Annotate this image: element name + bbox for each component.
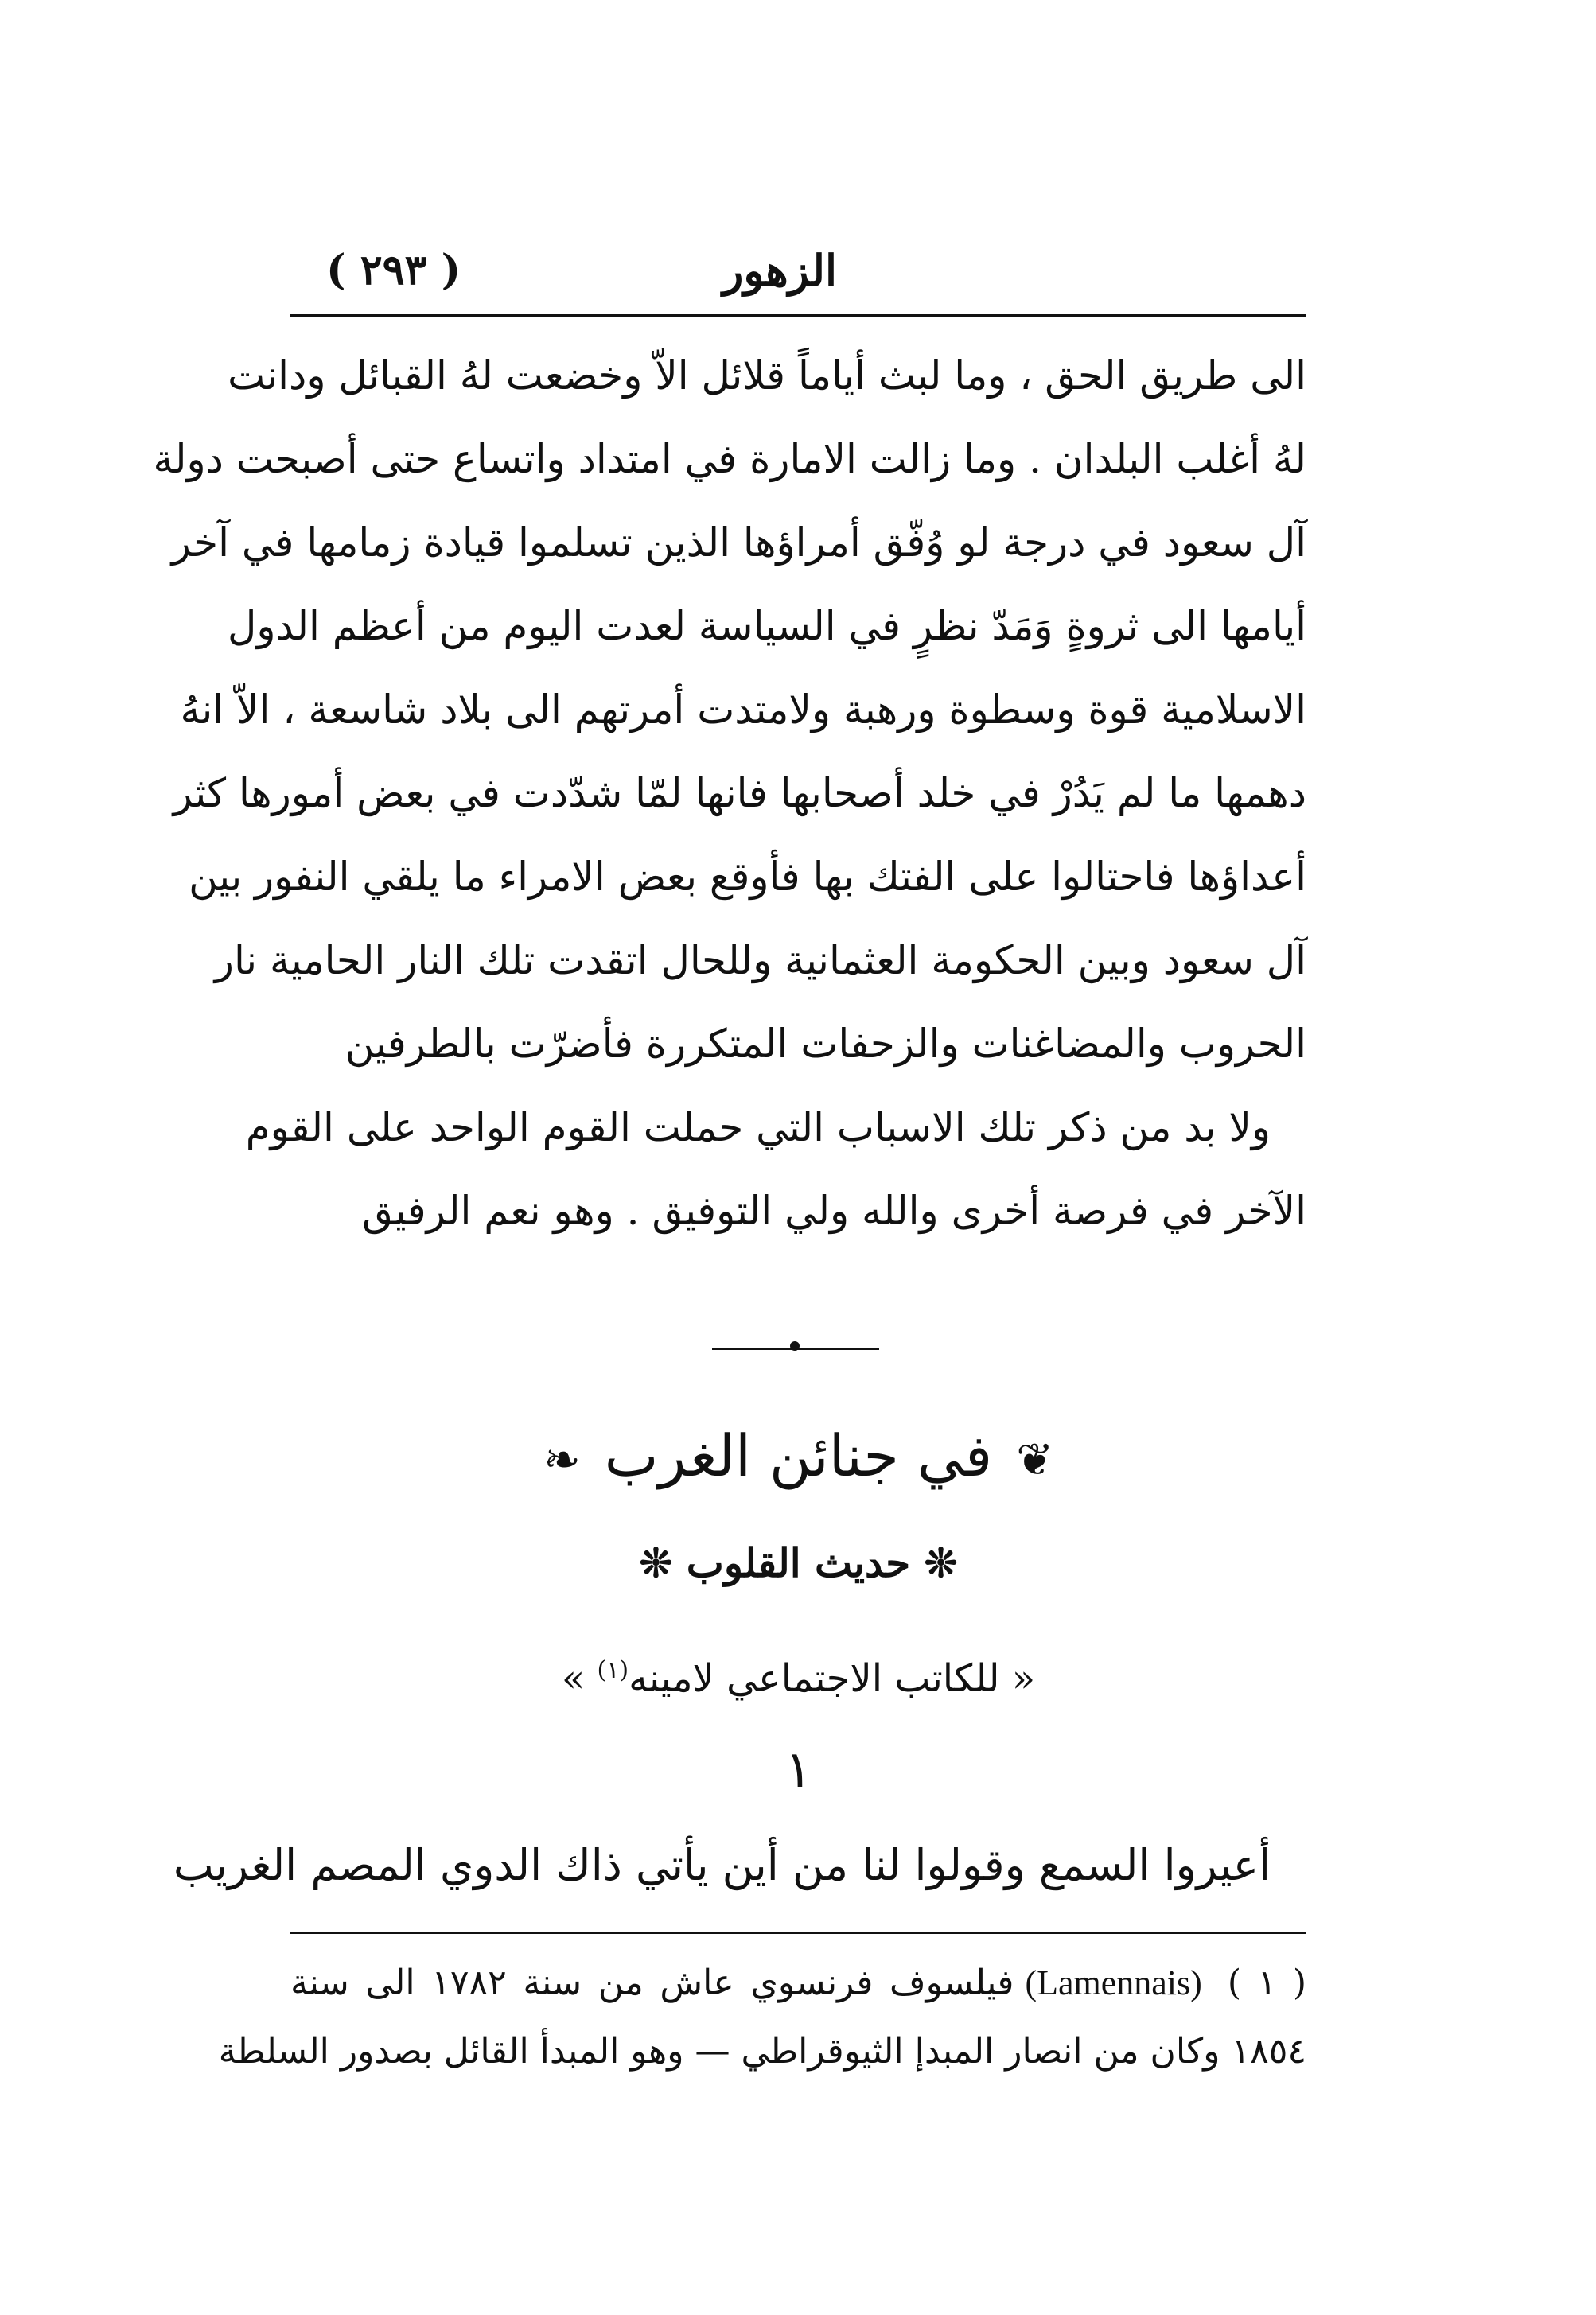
footnote-line (290, 1949, 1306, 2017)
ornament-icon: ❧ (543, 1434, 581, 1486)
header-rule (290, 314, 1306, 317)
footnote (218, 1949, 1307, 2086)
page-header (290, 239, 1306, 302)
text-line: الآخر في فرصة أخرى والله ولي التوفيق . وهو نعم الرفيق (361, 1188, 1306, 1234)
section-title-text: في جنائن الغرب (604, 1422, 993, 1489)
text-line: الاسلامية قوة وسطوة ورهبة ولامتدت أمرتهم الى بلاد شاسعة ، الاّ انهُ (180, 687, 1306, 733)
running-title: الزهور (722, 245, 837, 296)
footnote-line: ١٨٥٤ وكان من انصار المبدإ الثيوقراطي — وهو المبدأ القائل بصدور السلطة (218, 2031, 1306, 2072)
bracket-icon: ❊ (910, 1539, 958, 1586)
bracket-icon: ❊ (639, 1539, 687, 1586)
section-subtitle (290, 1531, 1306, 1595)
footnote-mark: ( ١ ) (1227, 1963, 1307, 2003)
text-line: الحروب والمضاغنات والزحفات المتكررة فأضرّت بالطرفين (345, 1021, 1306, 1067)
text-line: الى طريق الحق ، وما لبث أياماً قلائل الاّ وخضعت لهُ القبائل ودانت (228, 352, 1306, 399)
byline-close: » (561, 1656, 598, 1701)
stanza-number: ١ (784, 1741, 812, 1799)
subtitle-text: حديث القلوب (686, 1539, 911, 1586)
text-line: آل سعود وبين الحكومة العثمانية وللحال اتقدت تلك النار الحامية نار (214, 937, 1306, 983)
ornament-icon: ❦ (1016, 1434, 1054, 1486)
text-line: آل سعود في درجة لو وُفّق أمراؤها الذين تسلموا قيادة زمامها في آخر (171, 519, 1306, 566)
body-text (153, 334, 1306, 1253)
text-line: دهمها ما لم يَدُرْ في خلد أصحابها فانها لمّا شدّدت في بعض أمورها كثر (173, 770, 1306, 816)
footnote-ref: (١) (597, 1656, 629, 1684)
footnote-text: فيلسوف فرنسوي عاش من سنة ١٧٨٢ الى سنة (290, 1963, 1014, 2003)
byline-text: « للكاتب الاجتماعي لامينه (629, 1656, 1036, 1701)
byline (290, 1639, 1306, 1710)
text-line: أيامها الى ثروةٍ وَمَدّ نظرٍ في السياسة لعدت اليوم من أعظم الدول (228, 603, 1306, 649)
separator-dot (790, 1341, 800, 1351)
text-line: لهُ أغلب البلدان . وما زالت الامارة في امتداد واتساع حتى أصبحت دولة (153, 436, 1306, 482)
section-title (290, 1408, 1306, 1504)
text-line: أعداؤها فاحتالوا على الفتك بها فأوقع بعض الامراء ما يلقي النفور بين (189, 854, 1306, 900)
text-line: ولا بد من ذكر تلك الاسباب التي حملت القوم الواحد على القوم (245, 1104, 1271, 1150)
footnote-rule (290, 1932, 1306, 1934)
page-number: ( ٢٩٣ ) (326, 246, 461, 294)
verse-line: أعيروا السمع وقولوا لنا من أين يأتي ذاك الدوي المصم الغريب (173, 1840, 1271, 1890)
footnote-latin-name: (Lamennais) (1025, 1963, 1202, 2002)
